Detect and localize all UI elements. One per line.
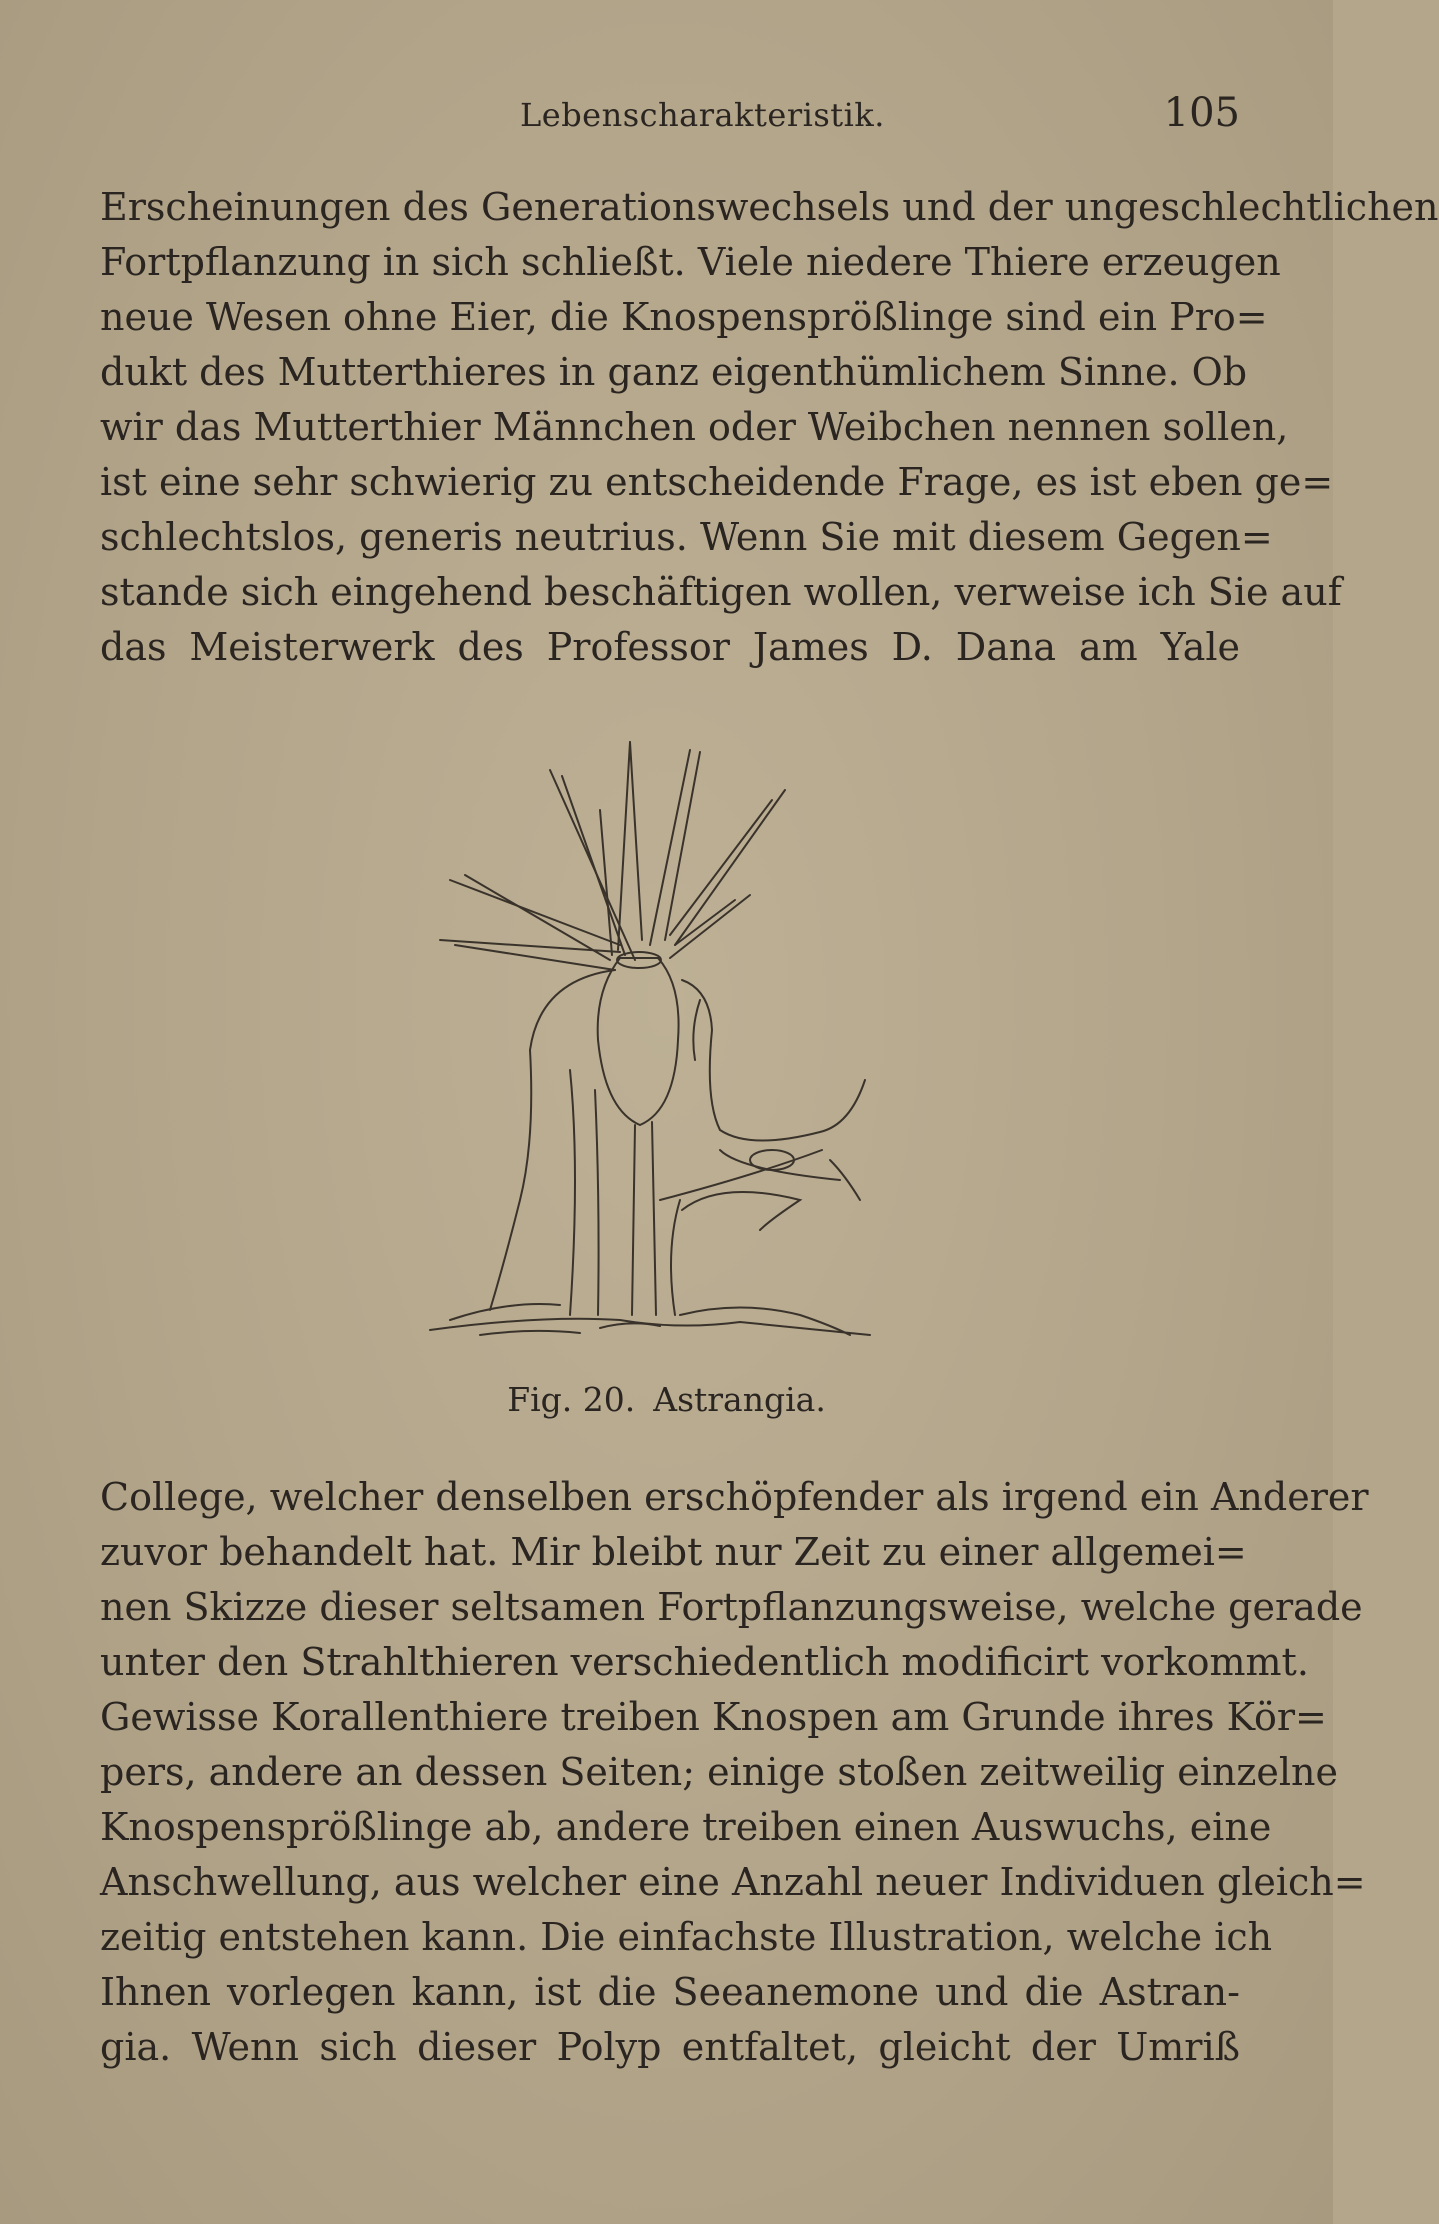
text-line: zuvor behandelt hat. Mir bleibt nur Zeit zu einer allgemei=: [100, 1530, 1247, 1574]
text-line: gia. Wenn sich dieser Polyp entfaltet, gleicht der Umriß: [100, 2025, 1240, 2069]
text-line: schlechtslos, generis neutrius. Wenn Sie mit diesem Gegen=: [100, 515, 1273, 559]
text-line: Anschwellung, aus welcher eine Anzahl neuer Individuen gleich=: [100, 1860, 1366, 1904]
astrangia-illustration: [420, 730, 890, 1360]
text-line: ist eine sehr schwierig zu entscheidende Frage, es ist eben ge=: [100, 460, 1334, 504]
figure-caption: [0, 1380, 1333, 1419]
text-line: neue Wesen ohne Eier, die Knospensprößlinge sind ein Pro=: [100, 295, 1268, 339]
text-line: Gewisse Korallenthiere treiben Knospen am Grunde ihres Kör=: [100, 1695, 1327, 1739]
text-line: zeitig entstehen kann. Die einfachste Illustration, welche ich: [100, 1915, 1273, 1959]
figure-title: Astrangia.: [653, 1380, 826, 1419]
page-number: 105: [1163, 90, 1240, 136]
text-line: wir das Mutterthier Männchen oder Weibchen nennen sollen,: [100, 405, 1289, 449]
running-head: Lebenscharakteristik.: [520, 96, 885, 134]
text-line: das Meisterwerk des Professor James D. Dana am Yale: [100, 625, 1240, 669]
text-line: stande sich eingehend beschäftigen wollen, verweise ich Sie auf: [100, 570, 1342, 614]
paragraph-1: [100, 180, 1439, 675]
text-line: unter den Strahlthieren verschiedentlich modificirt vorkommt.: [100, 1640, 1309, 1684]
page-header: [100, 88, 1240, 148]
figure-label: Fig. 20.: [507, 1380, 636, 1419]
text-line: nen Skizze dieser seltsamen Fortpflanzungsweise, welche gerade: [100, 1585, 1363, 1629]
text-line: Knospensprößlinge ab, andere treiben einen Auswuchs, eine: [100, 1805, 1272, 1849]
text-line: dukt des Mutterthieres in ganz eigenthümlichem Sinne. Ob: [100, 350, 1248, 394]
text-line: College, welcher denselben erschöpfender als irgend ein Anderer: [100, 1475, 1369, 1519]
text-line: pers, andere an dessen Seiten; einige stoßen zeitweilig einzelne: [100, 1750, 1338, 1794]
text-line: Ihnen vorlegen kann, ist die Seeanemone und die Astran-: [100, 1970, 1240, 2014]
text-line: Fortpflanzung in sich schließt. Viele niedere Thiere erzeugen: [100, 240, 1281, 284]
paragraph-2: [100, 1470, 1369, 2075]
text-line: Erscheinungen des Generationswechsels und der ungeschlechtlichen: [100, 185, 1439, 229]
